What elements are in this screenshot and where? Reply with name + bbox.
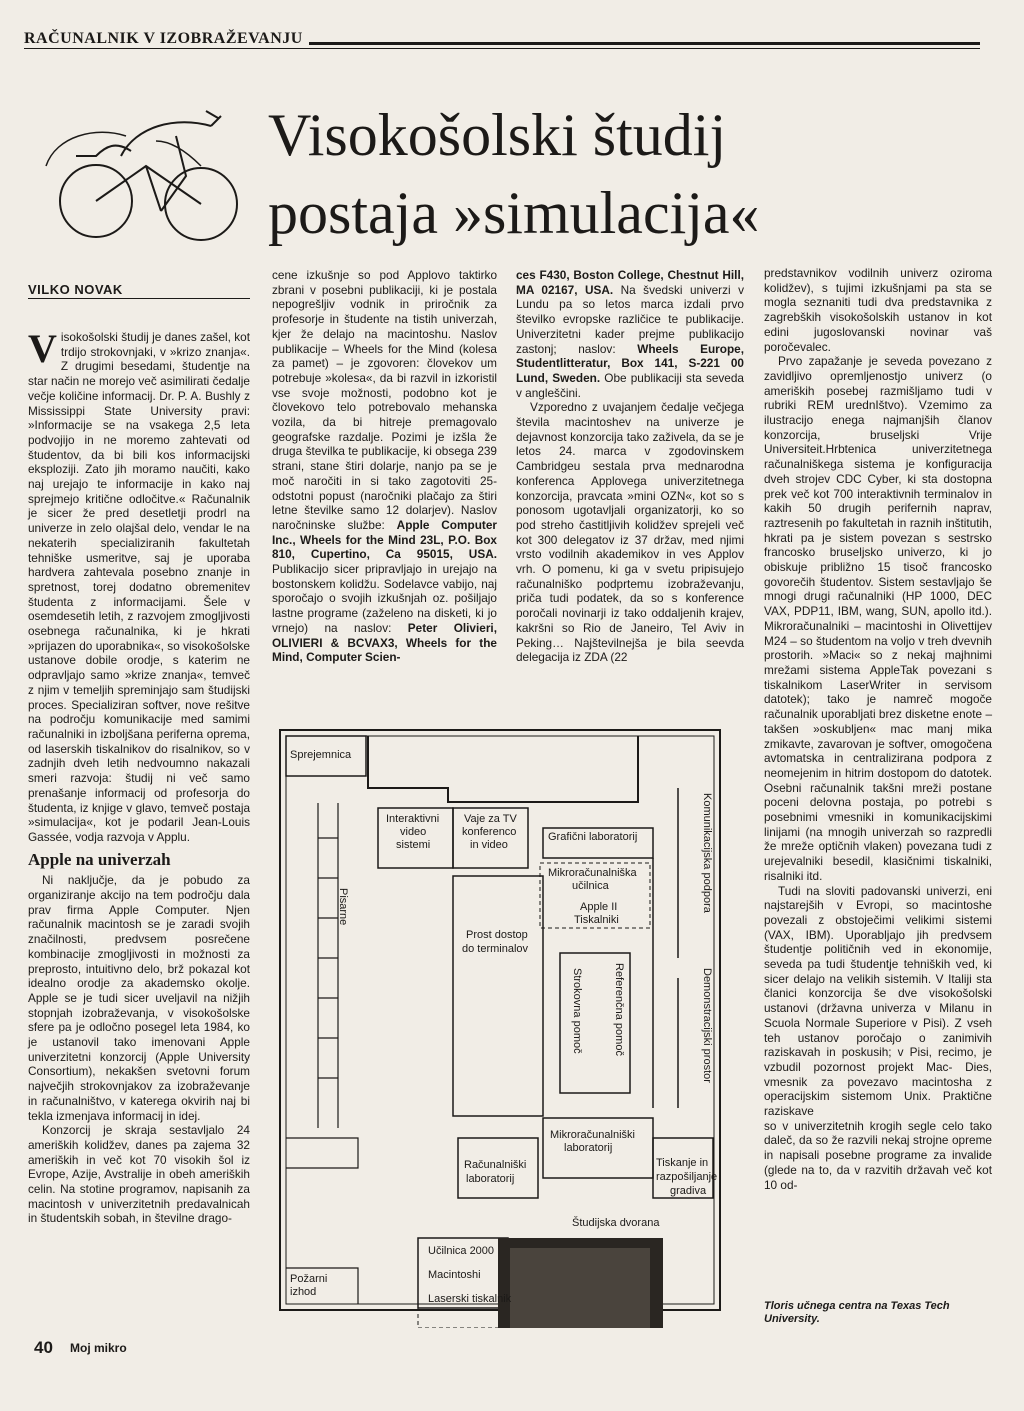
paragraph-text: cene izkušnje so pod Applovo taktirko zbrani v posebni publikaciji, ki je postala nepogrešljiv vodnik in priročnik za profesorje in študente na tistih univerzah, kjer že delajo na macintoshu. Naslov publikacije – Wheels for the Mind (kolesa za pamet) – je zgovoren: človekov um potrebuje »kolesa«, da bi razvil in izkoristil vse svoje možnosti, podobno kot je človekovo telo potrebovalo mehanska vozila, da bi hitreje premagovalo geografske razdalje. Pozimi je izšla že druga številka te publikacije, ki obsega 239 strani, stane štiri dolarje, nanjo pa se je moč naročiti in si tako zagotoviti 25-odstotni popust (naročniki plačajo za štiri letne številke samo 12 dolarjev). Naslov naročninske službe: xyxy=(272,268,497,532)
cyclist-icon xyxy=(36,96,246,246)
figure-caption: Tloris učnega centra na Texas Tech University. xyxy=(764,1300,950,1325)
author-rule xyxy=(28,298,250,299)
address-apple: Apple Computer Inc., Wheels for the Mind 23L, P.O. Box 810, Cupertino, Ca 95015, USA. xyxy=(272,517,497,562)
paragraph-text: Publikacijo sicer pripravljajo in urejajo na bostonskem kolidžu. Sodelavce vabijo, naj sporočajo o svojih izkušnjah oz. pošiljajo lastne programe (zaželeno na disketi, ki jo vrnejo) na naslov: xyxy=(272,562,497,635)
paragraph: Prvo zapažanje je seveda povezano z zavidljivo opremljenostjo univerz (o ameriških posebej razmišljamo tudi v rubriki REM urednIštvo). Vzemimo za ilustracijo enega najmanjših članov konzorcija, bruseljski Vrije Universiteit.Hrbtenica univerzitetnega računalniškega sistema je konfiguracija dveh strojev CDC Cyber, ki sta dostopna prek več kot 700 interaktivnih terminalov in kakih 50 drugih perifernih naprav, raztresenih po fakultetah in raznih inštitutih, hkrati pa je sistem povezan s sestrsko francosko bruseljsko univerzo, ki jo obiskuje približno 15 tisoč francosko govorečih študentov. Sistem sestavljajo še mnogi drugi računalniki (HP 1000, DEC VAX, PDP11, IBM, wang, SUN, apollo itd.). Mikroračunalniki – macintoshi in Olivettijev M24 – so študentom na voljo v treh dvevnih prostorih. »Maci« so z nekaj majhnimi mrežami sistema AppleTak povezani s tiskalnikom LaserWriter in servisom datotek); tako je namreč mogoče računalnik uporabljati brez disketne enote – takšen »oskubljen« mac manj mika zmikavte, zavarovan je softver, omogočena avtomatska in centralizirana podpora z neomejenim in hitrim dostopom do datotek. Osebni računalnik takšni mreži postane poceni delovna postaja, po potrebi s posebnimi vmesniki in komunikacijskimi linijami (na mnogih univerzah so razpredli že mreže optičnih vlaken) povezana tudi z urejevalniki besedil, klasičnimi tiskalniki, risalniki itd. xyxy=(764,354,992,883)
address-olivieri: Peter Olivieri, OLIVIERI & BCVAX3, Wheels for the Mind, Computer Scien- xyxy=(272,620,497,665)
room-label: Demonstracijski prostor xyxy=(701,968,713,1083)
room-label: laboratorij xyxy=(466,1173,515,1185)
room-label: Vaje za TV xyxy=(464,813,517,825)
room-label: Strokovna pomoč xyxy=(571,968,583,1054)
title-line-1: Visokošolski študij xyxy=(268,102,727,168)
paragraph: Konzorcij je skraja sestavljalo 24 ameriških kolidžev, danes pa zajema 32 ameriških in več kot 70 visokih šol iz Evrope, Azije, Avstralije in obeh ameriških celin. Na stotine programov, napisanih za macintosh v univerzitetnih predavalnicah in študentskih sobah, in številne drago- xyxy=(28,1123,250,1226)
paragraph: Ni naključje, da je pobudo za organiziranje akcijo na tem področju dala prav firma Apple Computer. Njen računalnik macintosh se je zaradi svojih značilnosti, predvsem posrečene kombinacije zmogljivosti in možnosti za preprosto, intuitivno delo, brž pokazal kot idealno orodje za akademsko okolje. Apple se je tudi sicer uveljavil na nižjih stopnjah izobraževanja, v visokošolske sfere pa je odločno posegel leta 1984, ko je ustanovil tako imenovani Apple univerzitetni konzorcij (Apple University Consortium), nekakšen svetovni forum največjih strokovnjakov za izobraževanje in računalništvo, v katerega okvirih naj bi tekla izmenjava informacij in idej. xyxy=(28,873,250,1123)
room-label: konferenco xyxy=(462,826,517,838)
room-label: do terminalov xyxy=(462,943,529,955)
paragraph: predstavnikov vodilnih univerz oziroma kolidžev), s tujimi izkušnjami pa sta se mogla seznaniti tudi dva predstavnika z zagrebških visokošolskih ustanov in kot edini jugoslovanski novinar vaš poročevalec. xyxy=(764,266,992,354)
drop-cap: V xyxy=(28,326,57,371)
room-label: Prost dostop xyxy=(466,929,528,941)
room-label: Referenčna pomoč xyxy=(613,963,625,1056)
room-label: Sprejemnica xyxy=(290,749,352,761)
room-label: Interaktivni xyxy=(386,813,440,825)
header-rule-thin xyxy=(24,48,980,49)
paragraph-text: Obe publikaciji sta seveda v angleščini. xyxy=(516,370,744,400)
paragraph xyxy=(28,326,250,845)
room-label: Komunikacijska podpora xyxy=(701,793,713,913)
room-label: Laserski tiskalnik xyxy=(428,1293,512,1305)
room-label: Tiskalniki xyxy=(574,914,619,926)
room-label: razpošiljanje xyxy=(656,1171,718,1183)
floor-plan xyxy=(278,728,758,1328)
room-label: laboratorij xyxy=(564,1142,613,1154)
section-label: RAČUNALNIK V IZOBRAŽEVANJU xyxy=(24,30,309,48)
room-label: Macintoshi xyxy=(428,1269,481,1281)
column-3 xyxy=(516,268,744,665)
room-label: Tiskanje in xyxy=(656,1157,709,1169)
room-label: izhod xyxy=(290,1286,317,1298)
room-label: Mikroračunalniški xyxy=(550,1129,635,1141)
room-label: Učilnica 2000 xyxy=(428,1245,495,1257)
column-4 xyxy=(764,266,992,1192)
room-label: video xyxy=(400,826,427,838)
paragraph xyxy=(516,268,744,400)
address-boston: ces F430, Boston College, Chestnut Hill, MA 02167, USA. xyxy=(516,268,744,297)
column-2 xyxy=(272,268,497,665)
article-title xyxy=(268,96,968,252)
paragraph: so v univerzitetnih krogih segle celo tako daleč, da so že razvili nekaj strojne opreme in napisali posebne programe za invalide (glede na to, da v razvitih državah več kot 10 od- xyxy=(764,1118,992,1192)
room-label: sistemi xyxy=(396,839,431,851)
room-label: Računalniški xyxy=(464,1159,527,1171)
magazine-name: Moj mikro xyxy=(70,1341,127,1355)
room-label: Študijska dvorana xyxy=(572,1217,660,1229)
room-label: Grafični laboratorij xyxy=(548,831,638,843)
room-label: Mikroračunalniška xyxy=(548,867,637,879)
paragraph: Vzporedno z uvajanjem čedalje večjega števila macintoshev na univerze je dejavnost konzorcija tako zaživela, da se je letos 24. marca v zgodovinskem Cambridgeu sestala prva mednarodna konferenca Applovega univerzitetnega konzorcija, pravcata »mini OZN«, kot so s ponosom ugotavljali organizatorji, ko so pod streho častitljivih kolidžev sprejeli več kot 300 delegatov iz 37 držav, med njimi vrsto vodilnih akademikov in ves Applov vrh. O pomenu, ki ga v svetu pripisujejo računalniško podprtemu izobraževanju, priča tudi podatek, da so s konference poročali novinarji iz tako oddaljenih krajev, kakršni so Rio de Janeiro, Tel Aviv in Peking… Najštevilnejša je bila seevda delegacija iz ZDA (22 xyxy=(516,400,744,665)
address-lund: Wheels Europe, Studentlitteratur, Box 141, S-221 00 Lund, Sweden. xyxy=(516,341,744,385)
author-name: VILKO NOVAK xyxy=(28,282,123,297)
page-number: 40 xyxy=(34,1338,53,1357)
room-label: učilnica xyxy=(572,880,609,892)
room-label: Apple II xyxy=(580,901,618,913)
room-label: in video xyxy=(470,839,508,851)
paragraph: Tudi na sloviti padovanski univerzi, eni najstarejših v Evropi, so macintoshe povezali z obstoječimi velikimi sistemi (VAX, IBM). Uporabljajo jih predvsem študentje političnih ved in ekonomije, seveda pa tudi študentje tehniških ved, ki sicer delajo na velikih sistemih. V Italiji sta članici konzorcija še dve visokošolski ustanovi (državna univerza v Milanu in Scuola Normale Superiore v Pisi). Z vseh teh ustanov poročajo o zanimivih raziskavah in poskusih; v Pisi, recimo, je vzbudil pozornost projekt Mac- Dies, vmesnik za povezavo macintosha z operacijskim sistemom Unix. Praktične raziskave xyxy=(764,883,992,1119)
paragraph-text: isokošolski študij je danes zašel, kot trdijo strokovnjaki, v »krizo znanja«. Z drugimi besedami, študentje na star način ne morejo več asimilirati čedalje večje količine informacij. Dr. P. A. Bushly z Mississippi State University pravi: »Informacije se na vsakega 2,5 leta podvojijo in ne moremo zahtevati od študentov, da bi bili kos informacijski eksploziji. Zato jih moramo naučiti, kako naj urejajo te informacije in kako naj sprejmejo kritične odločitve.« Računalnik je sicer že pred desetletji prodrl na univerze in zelo olajšal delo, vendar le na nekaterih specializiranih fakultetah tehniške usmeritve, saj je uporaba hardvera zahtevala posebno znanje in spretnost, torej dodatno obremenitev študenta z informacijami. Šele v osemdesetih letih, z razvojem zmogljivosti osebnega računalnika, ki je hkrati »prijazen do uporabnika«, so visokošolske ustanove dobile orodje, s katerim ne odpravljajo samo »krize znanja«, temveč z njim v temeljih spreminjajo sam študijski proces. Specializiran softver, nove rešitve na področju komunikacije med samimi računalniki in izboljšana periferna oprema, od laserskih tiskalnikov do risalnikov, so v zadnjih dveh letih nedvoumno nakazali smeri razvoja: študij ni več samo prenašanje informacij od profesorja do študenta, iz knjige v glavo, temveč postaja »simulacija«, kot je podaril Jean-Louis Gassée, vodja razvoja v Applu. xyxy=(28,330,250,844)
column-1 xyxy=(28,326,250,1226)
room-label: Požarni xyxy=(290,1273,328,1285)
room-label: Pisarne xyxy=(337,888,349,926)
title-line-2: postaja »simulacija« xyxy=(268,180,760,246)
subheading: Apple na univerzah xyxy=(28,849,171,869)
paragraph-text: Na švedski univerzi v Lundu pa so letos marca izdali prvo številko evropske različice te publikacije. Univerzitetni kader prejme publikacijo zastonj; naslov: xyxy=(516,282,745,356)
paragraph xyxy=(272,268,497,665)
room-label: gradiva xyxy=(670,1185,707,1197)
